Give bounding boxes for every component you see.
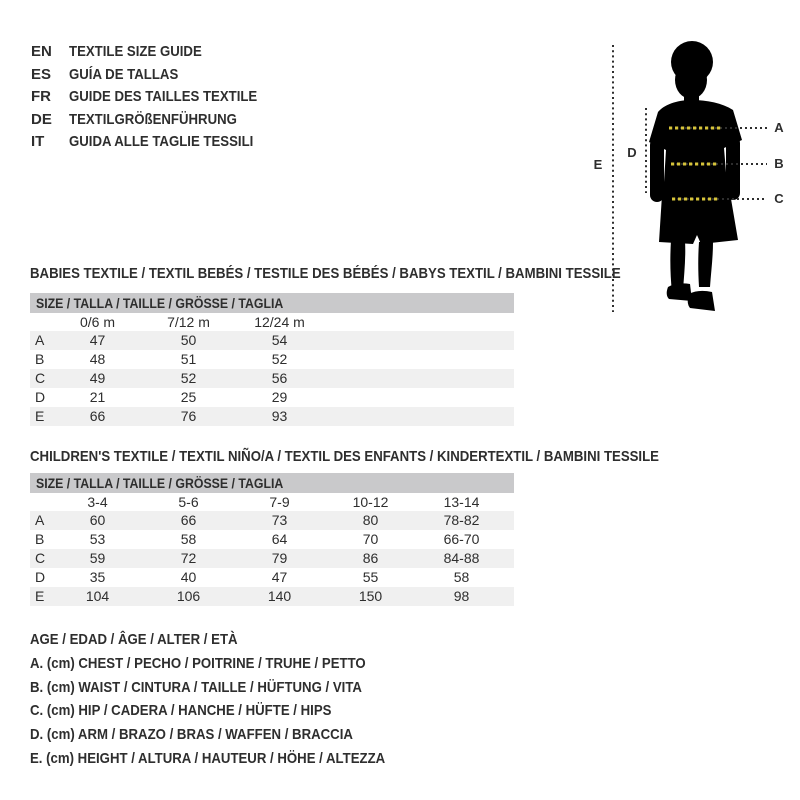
language-list	[31, 41, 283, 154]
language-label: GUIDE DES TAILLES TEXTILE	[69, 88, 258, 106]
cell: 52	[180, 370, 197, 386]
language-code: IT	[31, 133, 45, 151]
column-header: 13-14	[443, 494, 480, 510]
cell: 49	[89, 370, 106, 386]
cell: 48	[89, 351, 106, 367]
legend-line-chest: A. (cm) CHEST / PECHO / POITRINE / TRUHE / PETTO	[30, 654, 366, 672]
cell: 35	[89, 569, 106, 585]
row-label: D	[35, 389, 46, 405]
cell: 140	[267, 588, 292, 604]
language-row-en	[31, 41, 283, 64]
row-label: C	[35, 550, 46, 566]
table-row	[30, 369, 514, 388]
cell: 72	[180, 550, 197, 566]
cell: 64	[271, 531, 288, 547]
row-label: E	[35, 408, 45, 424]
language-row-it	[31, 131, 283, 154]
babies-section-title: BABIES TEXTILE / TEXTIL BEBÉS / TESTILE DES BÉBÉS / BABYS TEXTIL / BAMBINI TESSILE	[30, 265, 621, 282]
cell: 50	[180, 332, 197, 348]
measure-label-b: B	[774, 156, 784, 171]
children-column-header-row	[30, 493, 514, 511]
legend-line-waist: B. (cm) WAIST / CINTURA / TAILLE / HÜFTUNG / VITA	[30, 678, 362, 696]
column-header: 7/12 m	[167, 314, 210, 330]
table-row	[30, 511, 514, 530]
cell: 58	[453, 569, 470, 585]
language-label: GUÍA DE TALLAS	[69, 65, 179, 83]
column-header: 7-9	[269, 494, 290, 510]
cell: 79	[271, 550, 288, 566]
cell: 40	[180, 569, 197, 585]
cell: 70	[362, 531, 379, 547]
cell: 21	[89, 389, 106, 405]
row-label: A	[35, 512, 45, 528]
table-row	[30, 568, 514, 587]
cell: 58	[180, 531, 197, 547]
cell: 86	[362, 550, 379, 566]
cell: 52	[271, 351, 288, 367]
row-label: A	[35, 332, 45, 348]
language-row-de	[31, 109, 283, 132]
cell: 66	[180, 512, 197, 528]
cell: 76	[180, 408, 197, 424]
table-row	[30, 388, 514, 407]
row-label: E	[35, 588, 45, 604]
legend-line-height: E. (cm) HEIGHT / ALTURA / HAUTEUR / HÖHE / ALTEZZA	[30, 749, 386, 767]
table-row	[30, 587, 514, 606]
cell: 25	[180, 389, 197, 405]
column-header: 0/6 m	[79, 314, 115, 330]
language-code: DE	[31, 110, 52, 128]
column-header: 10-12	[352, 494, 389, 510]
measure-label-d: D	[627, 145, 637, 160]
children-size-table	[30, 473, 514, 606]
cell: 93	[271, 408, 288, 424]
cell: 66	[89, 408, 106, 424]
column-header: 12/24 m	[254, 314, 305, 330]
child-silhouette-icon	[580, 30, 800, 330]
cell: 73	[271, 512, 288, 528]
legend-line-hip: C. (cm) HIP / CADERA / HANCHE / HÜFTE / HIPS	[30, 702, 332, 720]
size-header-bar: SIZE / TALLA / TAILLE / GRÖSSE / TAGLIA	[30, 293, 514, 313]
language-label: TEXTILE SIZE GUIDE	[69, 43, 202, 60]
cell: 47	[89, 332, 106, 348]
language-code: FR	[31, 88, 51, 106]
measurement-figure	[580, 30, 800, 330]
language-code: ES	[31, 65, 52, 83]
size-header-bar: SIZE / TALLA / TAILLE / GRÖSSE / TAGLIA	[30, 473, 514, 493]
measure-label-c: C	[774, 191, 784, 206]
cell: 53	[89, 531, 106, 547]
cell: 150	[358, 588, 383, 604]
language-row-fr	[31, 86, 283, 109]
table-row	[30, 407, 514, 426]
cell: 80	[362, 512, 379, 528]
table-row	[30, 331, 514, 350]
language-label: TEXTILGRÖßENFÜHRUNG	[69, 110, 237, 128]
language-code: EN	[31, 43, 52, 60]
cell: 104	[85, 588, 110, 604]
cell: 66-70	[443, 531, 480, 547]
cell: 60	[89, 512, 106, 528]
language-row-es	[31, 64, 283, 87]
table-row	[30, 530, 514, 549]
cell: 51	[180, 351, 197, 367]
row-label: C	[35, 370, 46, 386]
cell: 54	[271, 332, 288, 348]
row-label: B	[35, 351, 45, 367]
table-row	[30, 350, 514, 369]
legend-line-arm: D. (cm) ARM / BRAZO / BRAS / WAFFEN / BRACCIA	[30, 726, 353, 744]
column-header: 5-6	[178, 494, 199, 510]
cell: 78-82	[443, 512, 480, 528]
measurement-legend	[30, 628, 434, 771]
cell: 56	[271, 370, 288, 386]
measure-label-a: A	[774, 120, 784, 135]
cell: 106	[176, 588, 201, 604]
table-row	[30, 549, 514, 568]
row-label: B	[35, 531, 45, 547]
cell: 55	[362, 569, 379, 585]
children-section-title: CHILDREN'S TEXTILE / TEXTIL NIÑO/A / TEXTIL DES ENFANTS / KINDERTEXTIL / BAMBINI TESSILE	[30, 448, 659, 465]
row-label: D	[35, 569, 46, 585]
cell: 47	[271, 569, 288, 585]
cell: 84-88	[443, 550, 480, 566]
legend-line-age: AGE / EDAD / ÂGE / ALTER / ETÀ	[30, 631, 238, 648]
babies-column-header-row	[30, 313, 514, 331]
babies-size-table	[30, 293, 514, 426]
cell: 98	[453, 588, 470, 604]
measure-label-e: E	[593, 157, 603, 172]
cell: 59	[89, 550, 106, 566]
cell: 29	[271, 389, 288, 405]
language-label: GUIDA ALLE TAGLIE TESSILI	[69, 133, 254, 151]
column-header: 3-4	[87, 494, 108, 510]
